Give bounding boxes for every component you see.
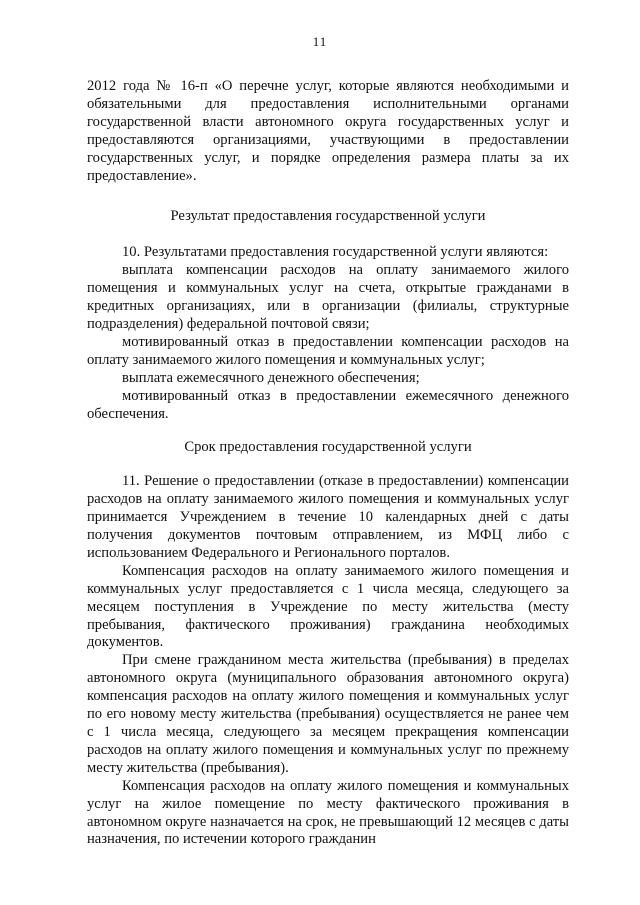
paragraph-result-10: 10. Результатами предоставления государственной услуги являются: [122, 244, 549, 261]
section-heading-term: Срок предоставления государственной услуги [184, 439, 472, 456]
page-number: 11 [312, 34, 328, 49]
paragraph-result-monthly-payment: выплата ежемесячного денежного обеспечения; [122, 369, 420, 386]
paragraph-term-duration: Компенсация расходов на оплату жилого помещения и коммунальных услуг на жилое помещение по месту фактического проживания в автономном округе назначается на срок, не превышающий 12 месяцев с даты назначения, по истечении которого гражданин [87, 777, 569, 848]
paragraph-result-payment: выплата компенсации расходов на оплату занимаемого жилого помещения и коммунальных услуг на счета, открытые гражданами в кредитных организациях, или в организации (филиалы, структурные подразделения) федеральной почтовой связи; [87, 262, 569, 332]
document-body [87, 78, 569, 849]
paragraph-result-refusal-compensation: мотивированный отказ в предоставлении компенсации расходов на оплату занимаемого жилого помещения и коммунальных услуг; [87, 333, 569, 368]
paragraph-result-refusal-monthly: мотивированный отказ в предоставлении ежемесячного денежного обеспечения. [87, 387, 569, 422]
intro-paragraph: 2012 года № 16-п «О перечне услуг, которые являются необходимыми и обязательными для предоставления исполнительными органами государственной власти автономного округа государственных услуг и предоставляются организациями, участвующими в предоставлении государственных услуг, и порядке определения размера платы за их предоставление». [87, 78, 569, 184]
section-heading-result: Результат предоставления государственной услуги [170, 208, 486, 225]
paragraph-term-11: 11. Решение о предоставлении (отказе в предоставлении) компенсации расходов на оплату занимаемого жилого помещения и коммунальных услуг принимается Учреждением в течение 10 календарных дней с даты получения документов почтовым отправлением, из МФЦ либо с использованием Федерального и Регионального порталов. [87, 473, 569, 561]
paragraph-term-relocation: При смене гражданином места жительства (пребывания) в пределах автономного округа (муниципального образования автономного округа) компенсация расходов на оплату жилого помещения и коммунальных услуг по его новому месту жительства (пребывания) осуществляется не ранее чем с 1 числа месяца, следующего за месяцем прекращения компенсации расходов на оплату жилого помещения и коммунальных услуг по прежнему месту жительства (пребывания). [87, 652, 569, 776]
paragraph-term-start: Компенсация расходов на оплату занимаемого жилого помещения и коммунальных услуг предоставляется с 1 числа месяца, следующего за месяцем поступления в Учреждение по месту жительства (месту пребывания, фактического проживания) гражданина необходимых документов. [87, 562, 569, 651]
